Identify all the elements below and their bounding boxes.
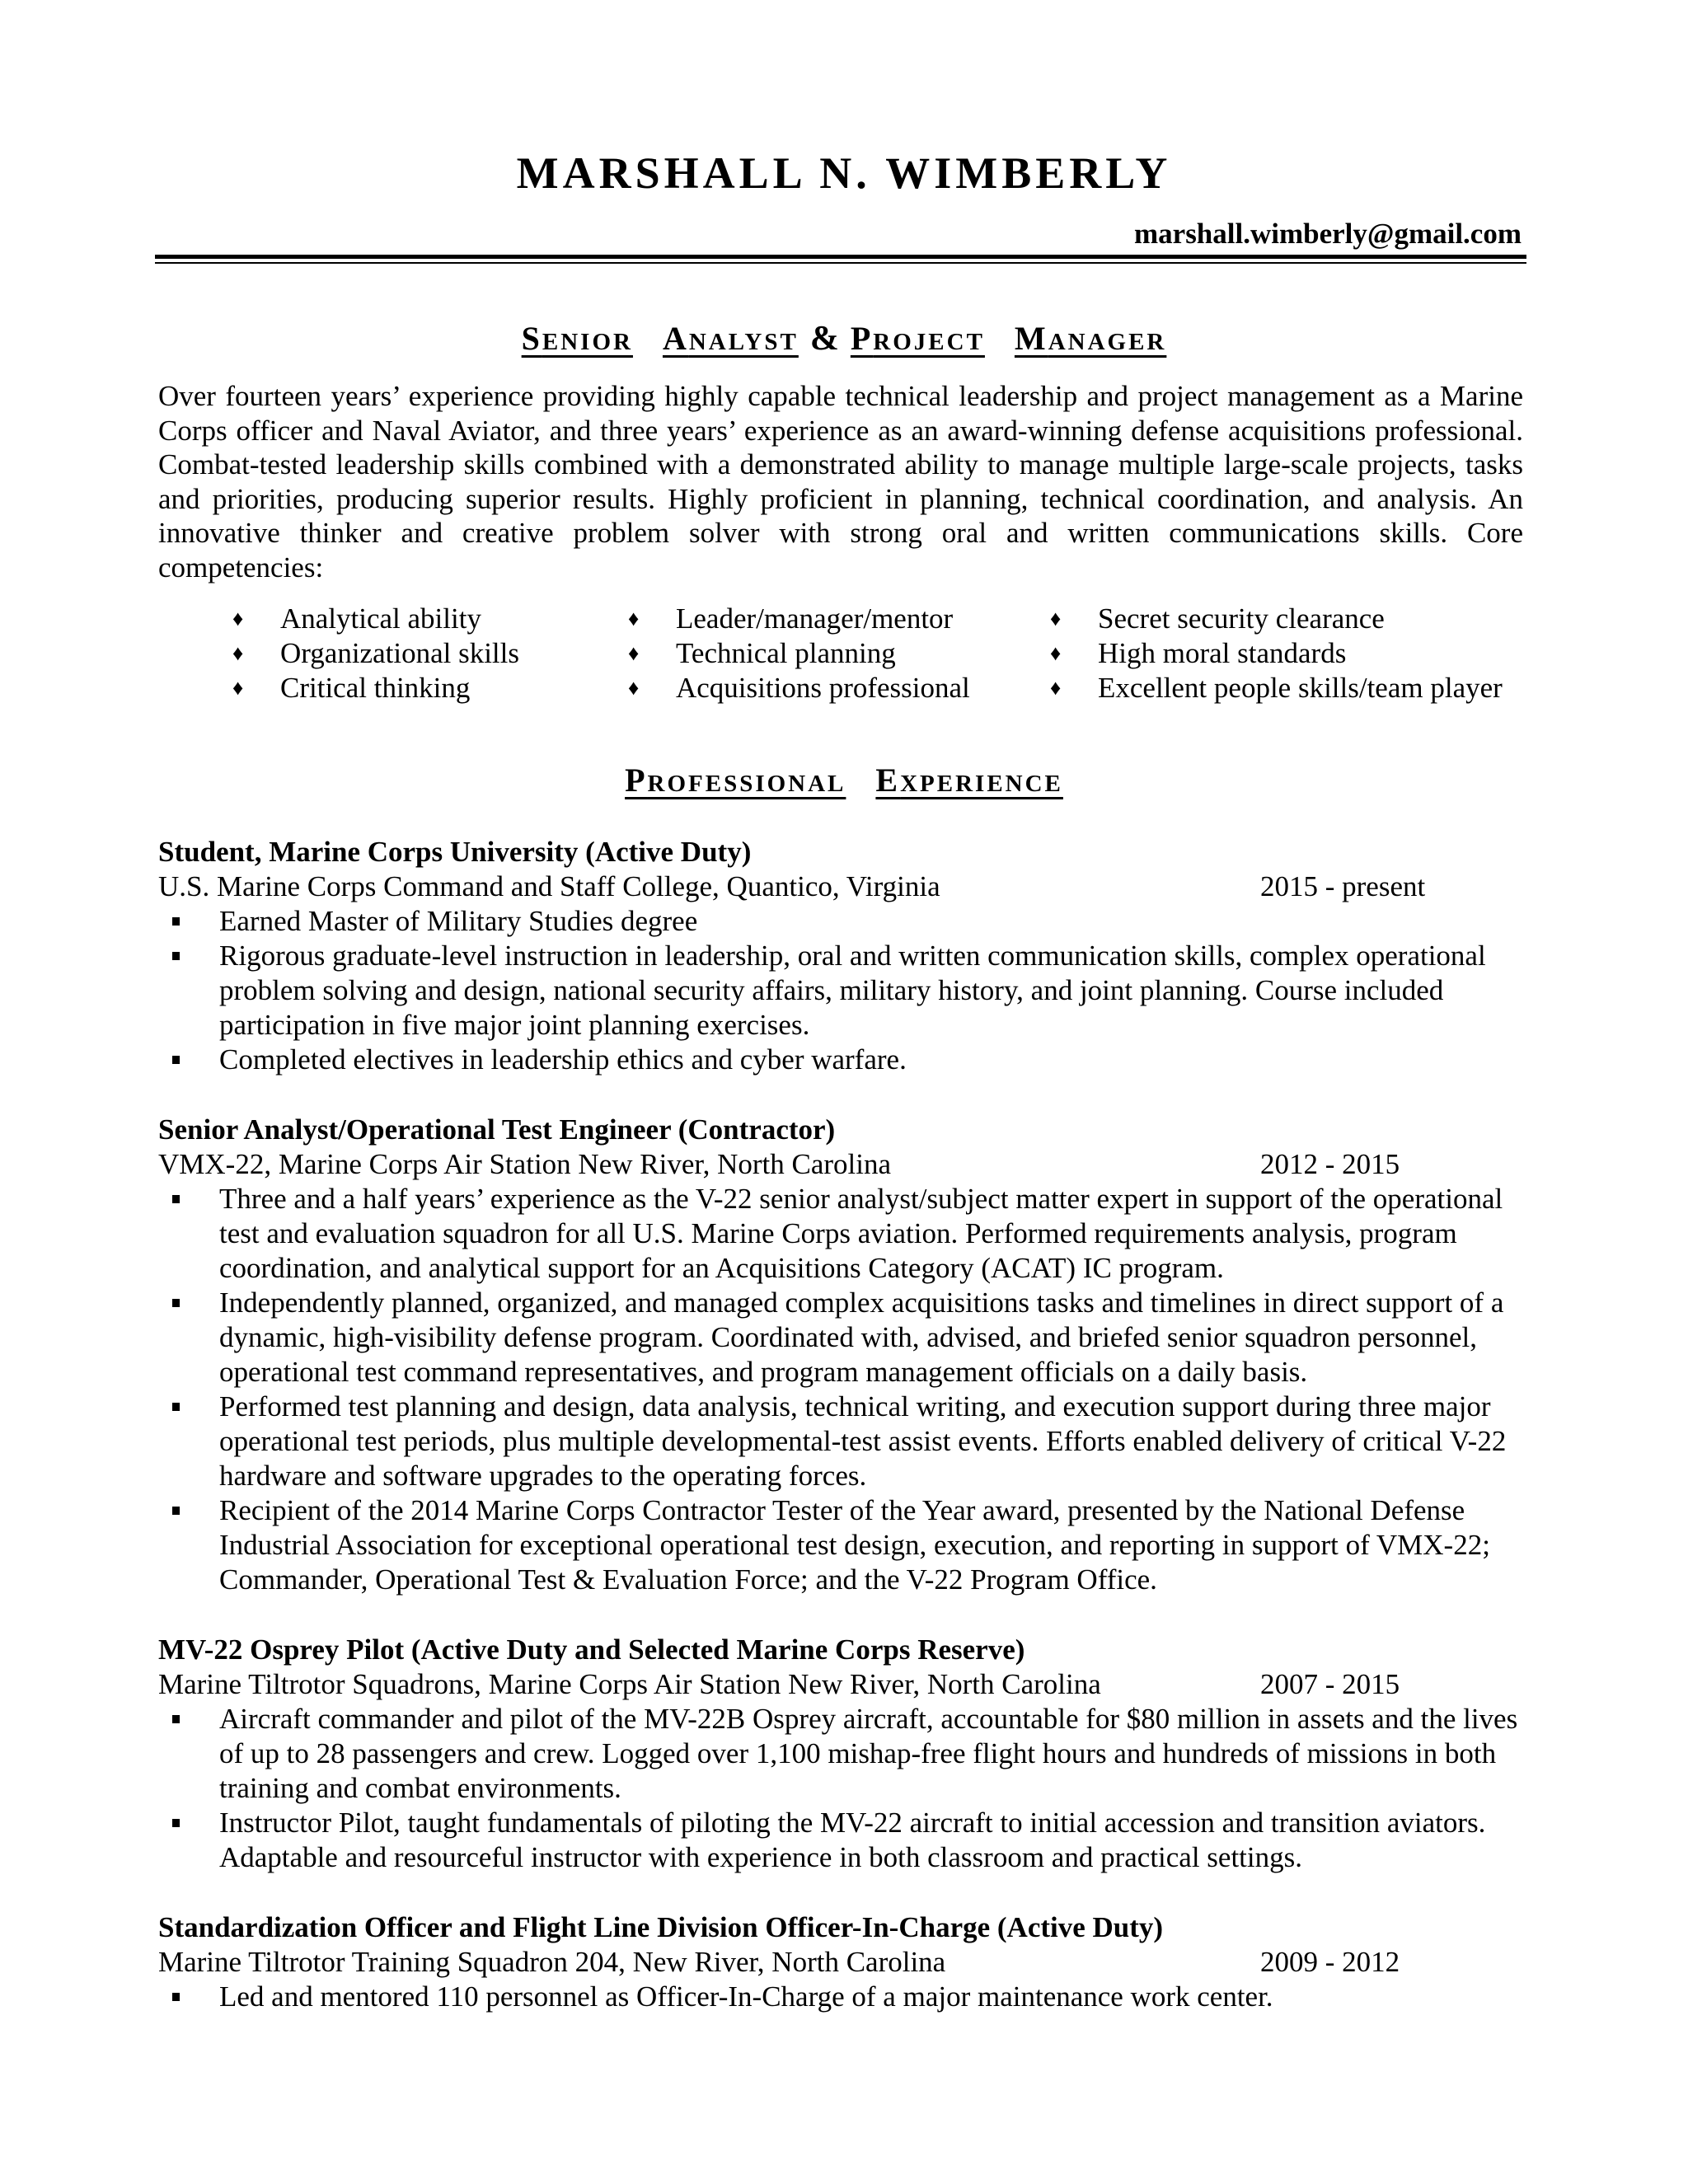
square-bullet-icon: [172, 1056, 180, 1064]
diamond-bullet-icon: ♦: [628, 607, 640, 630]
diamond-bullet-icon: ♦: [1050, 607, 1062, 630]
diamond-bullet-icon: ♦: [1050, 641, 1062, 665]
diamond-bullet-icon: ♦: [232, 676, 244, 700]
job-bullets: [158, 1182, 1526, 1597]
job-organization: VMX-22, Marine Corps Air Station New River, North Carolina: [158, 1148, 892, 1180]
diamond-bullet-icon: ♦: [1050, 676, 1062, 700]
job-organization: Marine Tiltrotor Training Squadron 204, New River, North Carolina: [158, 1946, 946, 1978]
job-bullet: Aircraft commander and pilot of the MV-22B Osprey aircraft, accountable for $80 million in assets and the lives of up to 28 passengers and crew. Logged over 1,100 mishap-free flight hours and hundreds of missions in both training and combat environments.: [158, 1702, 1538, 1806]
square-bullet-icon: [172, 917, 180, 926]
competency-item: ♦ Excellent people skills/team player: [1050, 672, 1503, 704]
job-bullet: Performed test planning and design, data analysis, technical writing, and execution support during three major operational test periods, plus multiple developmental-test assist events. Efforts enabled delivery of critical V-22 hardware and software upgrades to the operating forces.: [158, 1390, 1538, 1493]
experience-heading: [0, 760, 1688, 808]
job-title: Student, Marine Corps University (Active Duty): [158, 836, 752, 868]
title-ampersand: &: [809, 320, 839, 358]
job-bullet: Led and mentored 110 personnel as Officer-In-Charge of a major maintenance work center.: [158, 1980, 1538, 2014]
heading-word-professional: PROFESSIONAL: [625, 762, 846, 799]
job-bullet: Three and a half years’ experience as the V-22 senior analyst/subject matter expert in support of the operational test and evaluation squadron for all U.S. Marine Corps aviation. Performed requirements analysis, program coordination, and analytical support for an Acquisitions Category (ACAT) IC program.: [158, 1182, 1538, 1286]
competency-item: ♦ Organizational skills: [232, 637, 519, 669]
job-dates: 2015 - present: [1260, 870, 1426, 902]
job-title: Standardization Officer and Flight Line Division Officer-In-Charge (Active Duty): [158, 1911, 1164, 1943]
title-word-project: PROJECT: [850, 320, 985, 357]
square-bullet-icon: [172, 952, 180, 960]
candidate-email[interactable]: marshall.wimberly@gmail.com: [1134, 218, 1522, 250]
diamond-bullet-icon: ♦: [232, 607, 244, 630]
job-organization: Marine Tiltrotor Squadrons, Marine Corps Air Station New River, North Carolina: [158, 1668, 1101, 1700]
job-org-line: [158, 1945, 1526, 1980]
square-bullet-icon: [172, 1507, 180, 1515]
job-bullet: Recipient of the 2014 Marine Corps Contractor Tester of the Year award, presented by the National Defense Industrial Association for exceptional operational test design, execution, and reporting in support of VMX-22; Commander, Operational Test & Evaluation Force; and the V-22 Program Office.: [158, 1493, 1538, 1597]
title-word-senior: SENIOR: [521, 320, 633, 357]
diamond-bullet-icon: ♦: [628, 676, 640, 700]
title-word-analyst: ANALYST: [662, 320, 799, 357]
competencies-column-2: [628, 602, 970, 705]
square-bullet-icon: [172, 1819, 180, 1827]
title-heading: [0, 318, 1688, 367]
summary-paragraph: Over fourteen years’ experience providing highly capable technical leadership and project management as a Marine Corps officer and Naval Aviator, and three years’ experience as an award-winning defense acquisitions professional. Combat-tested leadership skills combined with a demonstrated ability to manage multiple large-scale projects, tasks and priorities, producing superior results. Highly proficient in planning, technical coordination, and analysis. An innovative thinker and creative problem solver with strong oral and written communications skills. Core competencies:: [158, 380, 1523, 583]
competency-item: ♦ Technical planning: [628, 637, 896, 669]
job-title: Senior Analyst/Operational Test Engineer (Contractor): [158, 1113, 836, 1146]
job-bullets: [158, 1702, 1526, 1875]
competency-item: ♦ Analytical ability: [232, 602, 481, 635]
header-rule-thin: [155, 262, 1526, 264]
job-dates: 2009 - 2012: [1260, 1946, 1400, 1978]
candidate-name: MARSHALL N. WIMBERLY: [516, 148, 1172, 198]
square-bullet-icon: [172, 1993, 180, 2001]
competency-item: ♦ Critical thinking: [232, 672, 471, 704]
job-dates: 2007 - 2015: [1260, 1668, 1400, 1700]
job-org-line: [158, 1667, 1526, 1702]
competency-item: ♦ High moral standards: [1050, 637, 1347, 669]
diamond-bullet-icon: ♦: [232, 641, 244, 665]
job-entry: [158, 1910, 1526, 2014]
square-bullet-icon: [172, 1403, 180, 1411]
competency-item: ♦ Leader/manager/mentor: [628, 602, 954, 635]
job-title: MV-22 Osprey Pilot (Active Duty and Selected Marine Corps Reserve): [158, 1633, 1025, 1666]
job-org-line: [158, 869, 1526, 904]
job-bullets: [158, 904, 1526, 1077]
job-bullet: Completed electives in leadership ethics and cyber warfare.: [158, 1043, 1538, 1077]
competency-item: ♦ Acquisitions professional: [628, 672, 970, 704]
job-entry: [158, 835, 1526, 1077]
job-dates: 2012 - 2015: [1260, 1148, 1400, 1180]
competencies-column-1: [232, 602, 519, 705]
job-organization: U.S. Marine Corps Command and Staff College, Quantico, Virginia: [158, 870, 940, 902]
square-bullet-icon: [172, 1299, 180, 1307]
job-org-line: [158, 1147, 1526, 1182]
heading-word-experience: EXPERIENCE: [875, 762, 1063, 799]
competency-item: ♦ Secret security clearance: [1050, 602, 1385, 635]
header-rule-thick: [155, 255, 1526, 259]
title-word-manager: MANAGER: [1014, 320, 1167, 357]
square-bullet-icon: [172, 1195, 180, 1203]
competencies-column-3: [1050, 602, 1503, 705]
job-bullets: [158, 1980, 1526, 2014]
job-bullet: Earned Master of Military Studies degree: [158, 904, 1538, 939]
job-entry: [158, 1113, 1526, 1597]
square-bullet-icon: [172, 1715, 180, 1723]
job-entry: [158, 1633, 1526, 1875]
diamond-bullet-icon: ♦: [628, 641, 640, 665]
job-bullet: Instructor Pilot, taught fundamentals of piloting the MV-22 aircraft to initial accession and transition aviators. Adaptable and resourceful instructor with experience in both classroom and practical settings.: [158, 1806, 1538, 1875]
job-bullet: Independently planned, organized, and managed complex acquisitions tasks and timelines in direct support of a dynamic, high-visibility defense program. Coordinated with, advised, and briefed senior squadron personnel, operational test command representatives, and program management officials on a daily basis.: [158, 1286, 1538, 1390]
job-bullet: Rigorous graduate-level instruction in leadership, oral and written communication skills, complex operational problem solving and design, national security affairs, military history, and joint planning. Course included participation in five major joint planning exercises.: [158, 939, 1538, 1043]
